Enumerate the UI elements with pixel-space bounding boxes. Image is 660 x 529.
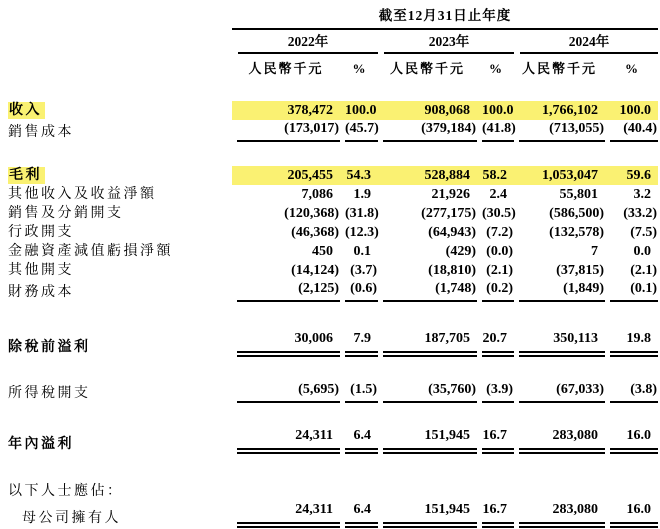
- year-2022-cell: [232, 30, 378, 54]
- unit-label-2023: 人民幣千元: [389, 61, 465, 76]
- cell-percent: [605, 330, 658, 357]
- cell-value: (277,175): [421, 206, 476, 221]
- cell-value: 24,311: [237, 427, 340, 454]
- cell-value: 16.7: [482, 501, 514, 528]
- cell-value: (0.1): [610, 280, 658, 302]
- cell-value: (33.2): [623, 206, 658, 221]
- cell-amount: [232, 223, 340, 242]
- cell-percent: [605, 101, 658, 120]
- header-spacer-cell: [6, 54, 232, 77]
- cell-percent: [477, 280, 514, 302]
- cell-percent: [340, 330, 378, 357]
- cell-percent: [340, 204, 378, 223]
- spacer-row: [6, 454, 658, 482]
- cell-percent: [605, 482, 658, 501]
- period-header-cell: [232, 8, 658, 30]
- table-row: [6, 482, 658, 501]
- cell-amount: [232, 482, 340, 501]
- cell-amount: [514, 242, 605, 261]
- cell-amount: [232, 204, 340, 223]
- cell-value: 16.0: [610, 501, 658, 528]
- cell-percent: [340, 166, 378, 185]
- cell-value: (64,943): [428, 225, 476, 240]
- cell-value: 21,926: [431, 187, 470, 202]
- cell-amount: [514, 501, 605, 528]
- cell-amount: [378, 204, 477, 223]
- cell-percent: [477, 223, 514, 242]
- cell-percent: [340, 242, 378, 261]
- spacer-row: [6, 77, 658, 101]
- cell-amount: [232, 261, 340, 280]
- cell-value: 55,801: [559, 187, 598, 202]
- cell-percent: [477, 330, 514, 357]
- cell-value: 350,113: [519, 330, 605, 357]
- table-row: [6, 185, 658, 204]
- cell-value: 30,006: [237, 330, 340, 357]
- cell-percent: [477, 204, 514, 223]
- cell-percent: [340, 120, 378, 142]
- cell-percent: [477, 242, 514, 261]
- cell-percent: [340, 101, 378, 120]
- row-label-text: 收入: [8, 102, 45, 119]
- cell-value: (586,500): [549, 206, 604, 221]
- cell-amount: [378, 242, 477, 261]
- cell-value: (3.8): [610, 381, 658, 403]
- cell-value: 7.9: [345, 330, 378, 357]
- year-2023-cell: [378, 30, 514, 54]
- cell-value: 6.4: [345, 427, 378, 454]
- spacer-cell: [6, 142, 658, 166]
- cell-amount: [514, 261, 605, 280]
- cell-value: (713,055): [519, 120, 605, 142]
- row-label-text: 金融資產減值虧損淨額: [8, 244, 173, 259]
- cell-amount: [514, 166, 605, 185]
- cell-value: (2,125): [237, 280, 340, 302]
- row-label-text: 其他收入及收益淨額: [8, 187, 157, 202]
- table-row: [6, 166, 658, 185]
- cell-amount: [514, 185, 605, 204]
- cell-amount: [514, 101, 605, 120]
- cell-percent: [340, 261, 378, 280]
- row-label: [6, 185, 232, 204]
- cell-percent: [340, 280, 378, 302]
- row-label-text: 毛利: [8, 167, 45, 184]
- cell-value: (30.5): [482, 206, 516, 221]
- row-label: [6, 166, 232, 185]
- cell-value: 20.7: [482, 330, 514, 357]
- cell-value: 1.9: [353, 187, 371, 202]
- row-label-text: 行政開支: [8, 225, 74, 240]
- cell-value: 24,311: [237, 501, 340, 528]
- period-header-label: 截至12月31日止年度: [232, 8, 658, 30]
- spacer-cell: [6, 357, 658, 381]
- cell-value: (3.7): [350, 263, 377, 278]
- cell-amount: [514, 381, 605, 403]
- cell-percent: [605, 280, 658, 302]
- cell-amount: [514, 280, 605, 302]
- cell-amount: [378, 280, 477, 302]
- header-spacer-cell: [6, 30, 232, 54]
- cell-percent: [477, 482, 514, 501]
- cell-amount: [378, 482, 477, 501]
- cell-value: (7.2): [486, 225, 513, 240]
- cell-value: (37,815): [556, 263, 604, 278]
- cell-percent: [340, 223, 378, 242]
- cell-value: (1,748): [383, 280, 477, 302]
- cell-value: (0.0): [486, 244, 513, 259]
- row-label: [6, 242, 232, 261]
- row-label: [6, 330, 232, 357]
- cell-amount: [378, 166, 477, 185]
- cell-percent: [477, 166, 514, 185]
- cell-value: (1,849): [519, 280, 605, 302]
- cell-percent: [605, 242, 658, 261]
- spacer-row: [6, 142, 658, 166]
- row-label-text: 所得稅開支: [8, 386, 91, 401]
- year-header-row: [6, 30, 658, 54]
- cell-value: (1.5): [345, 381, 378, 403]
- row-label-text: 銷售及分銷開支: [8, 206, 124, 221]
- cell-amount: [514, 223, 605, 242]
- cell-value: (173,017): [237, 120, 340, 142]
- cell-value: (0.2): [482, 280, 514, 302]
- financial-statement-table: [6, 8, 658, 528]
- cell-percent: [340, 427, 378, 454]
- year-2024-label: 2024年: [520, 34, 658, 54]
- percent-label-2022: %: [352, 61, 366, 76]
- table-row: [6, 280, 658, 302]
- cell-amount: [378, 120, 477, 142]
- year-2024-cell: [514, 30, 658, 54]
- cell-value: 528,884: [424, 168, 470, 183]
- cell-amount: [232, 280, 340, 302]
- cell-value: (120,368): [284, 206, 339, 221]
- cell-value: 7,086: [301, 187, 333, 202]
- cell-value: 1,766,102: [542, 103, 598, 118]
- row-label: [6, 120, 232, 142]
- cell-percent: [605, 223, 658, 242]
- table-row: [6, 261, 658, 280]
- cell-percent: [605, 261, 658, 280]
- cell-value: (67,033): [519, 381, 605, 403]
- cell-amount: [232, 120, 340, 142]
- cell-value: (7.5): [630, 225, 658, 240]
- row-label-text: 母公司擁有人: [22, 511, 121, 526]
- cell-value: 100.0: [619, 103, 652, 118]
- row-label-text: 其他開支: [8, 263, 74, 278]
- cell-percent: [605, 501, 658, 528]
- cell-value: (3.9): [482, 381, 514, 403]
- cell-amount: [514, 427, 605, 454]
- unit-label-2024: 人民幣千元: [521, 61, 597, 76]
- spacer-row: [6, 357, 658, 381]
- cell-value: 205,455: [287, 168, 333, 183]
- spacer-row: [6, 302, 658, 330]
- table-row: [6, 101, 658, 120]
- cell-value: (132,578): [549, 225, 604, 240]
- cell-value: 6.4: [345, 501, 378, 528]
- cell-value: 16.7: [482, 427, 514, 454]
- table-row: [6, 330, 658, 357]
- cell-value: (0.6): [345, 280, 378, 302]
- cell-value: 2.4: [489, 187, 507, 202]
- row-label: [6, 280, 232, 302]
- cell-amount: [378, 427, 477, 454]
- cell-value: 3.2: [633, 187, 652, 202]
- cell-value: (429): [445, 244, 476, 259]
- table-body: [6, 77, 658, 528]
- table-row: [6, 120, 658, 142]
- cell-value: (35,760): [383, 381, 477, 403]
- cell-percent: [477, 120, 514, 142]
- cell-value: (31.8): [345, 206, 379, 221]
- cell-amount: [232, 501, 340, 528]
- year-2023-label: 2023年: [384, 34, 514, 54]
- cell-amount: [232, 242, 340, 261]
- cell-value: 151,945: [383, 501, 477, 528]
- cell-value: 283,080: [519, 501, 605, 528]
- year-2022-label: 2022年: [238, 34, 378, 54]
- cell-value: (45.7): [345, 120, 378, 142]
- cell-percent: [477, 185, 514, 204]
- cell-percent: [340, 501, 378, 528]
- cell-value: 100.0: [482, 103, 514, 118]
- cell-percent: [477, 101, 514, 120]
- table-row: [6, 427, 658, 454]
- row-label-text: 財務成本: [8, 285, 74, 300]
- table-row: [6, 381, 658, 403]
- cell-value: 7: [591, 244, 598, 259]
- cell-value: 0.1: [353, 244, 371, 259]
- row-label: [6, 482, 232, 501]
- cell-amount: [378, 501, 477, 528]
- cell-percent: [340, 381, 378, 403]
- row-label: [6, 381, 232, 403]
- cell-value: (18,810): [428, 263, 476, 278]
- cell-value: 378,472: [287, 103, 333, 118]
- unit-label-2022: 人民幣千元: [248, 61, 324, 76]
- row-label-text: 年內溢利: [8, 437, 74, 452]
- cell-percent: [605, 427, 658, 454]
- cell-amount: [378, 101, 477, 120]
- cell-value: 100.0: [345, 103, 377, 118]
- cell-value: 151,945: [383, 427, 477, 454]
- cell-percent: [477, 261, 514, 280]
- cell-amount: [378, 330, 477, 357]
- table-header: [6, 8, 658, 77]
- cell-percent: [340, 185, 378, 204]
- cell-percent: [605, 204, 658, 223]
- row-label: [6, 501, 232, 528]
- cell-value: 450: [312, 244, 333, 259]
- table-row: [6, 204, 658, 223]
- cell-value: (40.4): [610, 120, 658, 142]
- row-label: [6, 204, 232, 223]
- cell-value: (379,184): [383, 120, 477, 142]
- period-header-row: [6, 8, 658, 30]
- cell-amount: [378, 185, 477, 204]
- cell-value: 58.2: [482, 168, 507, 183]
- spacer-cell: [6, 77, 658, 101]
- cell-percent: [477, 381, 514, 403]
- cell-value: 59.6: [626, 168, 652, 183]
- row-label: [6, 223, 232, 242]
- cell-value: (41.8): [482, 120, 514, 142]
- cell-value: 908,068: [424, 103, 470, 118]
- row-label-text: 以下人士應佔：: [8, 484, 124, 499]
- header-spacer-cell: [6, 8, 232, 30]
- cell-percent: [605, 381, 658, 403]
- cell-amount: [232, 427, 340, 454]
- cell-amount: [378, 381, 477, 403]
- row-label-text: 除稅前溢利: [8, 340, 91, 355]
- cell-amount: [514, 204, 605, 223]
- cell-percent: [605, 120, 658, 142]
- cell-value: 54.3: [346, 168, 371, 183]
- cell-value: 19.8: [610, 330, 658, 357]
- row-label: [6, 101, 232, 120]
- cell-value: (46,368): [291, 225, 339, 240]
- cell-value: (2.1): [630, 263, 658, 278]
- cell-amount: [232, 166, 340, 185]
- cell-amount: [232, 330, 340, 357]
- spacer-row: [6, 403, 658, 427]
- cell-value: 283,080: [519, 427, 605, 454]
- row-label-text: 銷售成本: [8, 125, 74, 140]
- spacer-cell: [6, 403, 658, 427]
- cell-value: 187,705: [383, 330, 477, 357]
- cell-value: (14,124): [291, 263, 339, 278]
- cell-amount: [514, 482, 605, 501]
- percent-label-2024: %: [625, 61, 639, 76]
- cell-percent: [605, 166, 658, 185]
- cell-percent: [605, 185, 658, 204]
- cell-value: (12.3): [345, 225, 379, 240]
- unit-header-row: [6, 54, 658, 77]
- cell-amount: [514, 120, 605, 142]
- table-row: [6, 501, 658, 528]
- row-label: [6, 427, 232, 454]
- cell-amount: [232, 101, 340, 120]
- spacer-cell: [6, 454, 658, 482]
- cell-value: 16.0: [610, 427, 658, 454]
- cell-percent: [477, 427, 514, 454]
- cell-value: (2.1): [486, 263, 513, 278]
- table-row: [6, 223, 658, 242]
- cell-value: 1,053,047: [542, 168, 598, 183]
- spacer-cell: [6, 302, 658, 330]
- cell-amount: [378, 261, 477, 280]
- cell-amount: [378, 223, 477, 242]
- cell-value: 0.0: [633, 244, 652, 259]
- cell-amount: [232, 381, 340, 403]
- table-row: [6, 242, 658, 261]
- percent-label-2023: %: [489, 61, 502, 76]
- cell-value: (5,695): [237, 381, 340, 403]
- row-label: [6, 261, 232, 280]
- cell-percent: [477, 501, 514, 528]
- cell-percent: [340, 482, 378, 501]
- cell-amount: [232, 185, 340, 204]
- cell-amount: [514, 330, 605, 357]
